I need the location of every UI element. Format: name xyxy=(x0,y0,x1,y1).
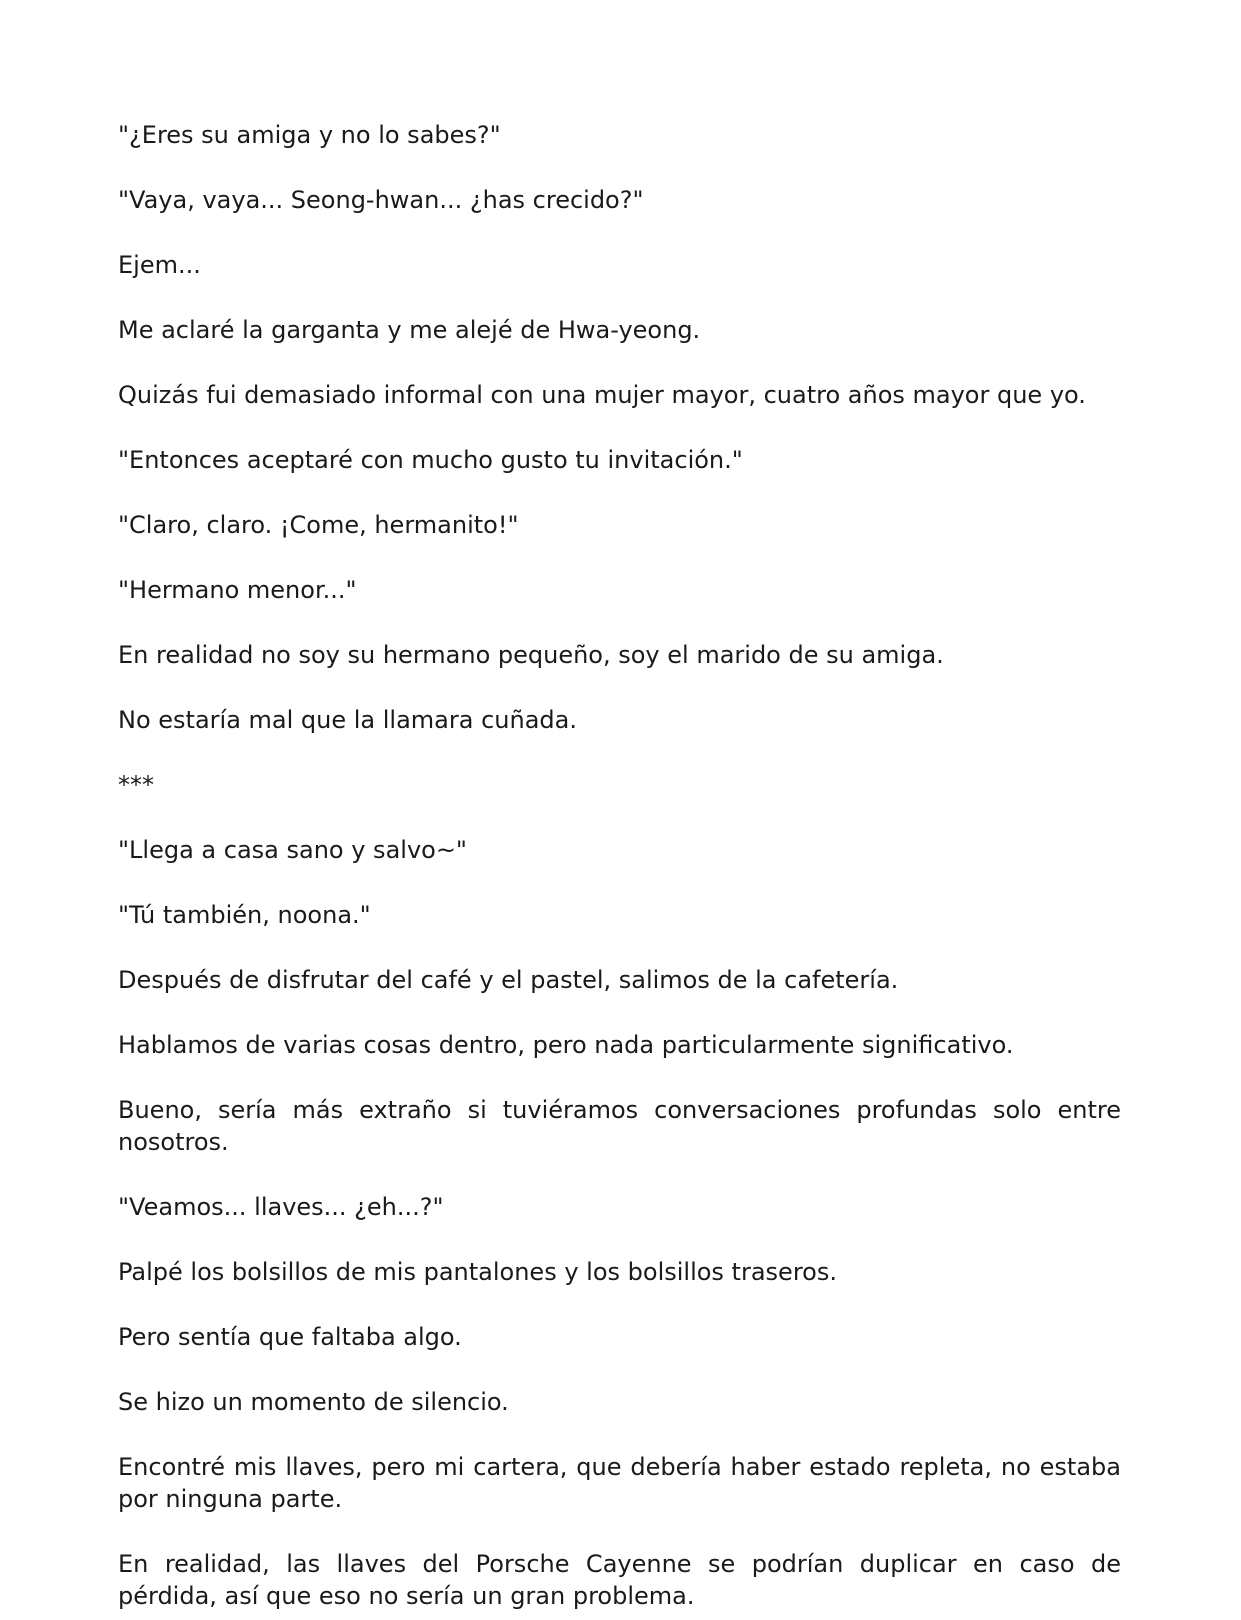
paragraph-13: "Tú también, noona." xyxy=(118,901,371,929)
paragraph-15: Hablamos de varias cosas dentro, pero nada particularmente significativo. xyxy=(118,1031,1014,1059)
paragraph-20: Se hizo un momento de silencio. xyxy=(118,1388,509,1416)
paragraph-6: "Entonces aceptaré con mucho gusto tu invitación." xyxy=(118,446,743,474)
paragraph-19: Pero sentía que faltaba algo. xyxy=(118,1323,462,1351)
paragraph-10: No estaría mal que la llamara cuñada. xyxy=(118,706,577,734)
paragraph-1: "¿Eres su amiga y no lo sabes?" xyxy=(118,121,501,149)
paragraph-9: En realidad no soy su hermano pequeño, soy el marido de su amiga. xyxy=(118,641,944,669)
paragraph-12: "Llega a casa sano y salvo~" xyxy=(118,836,467,864)
paragraph-3: Ejem... xyxy=(118,251,201,279)
scene-break: *** xyxy=(118,771,154,799)
paragraph-22: En realidad, las llaves del Porsche Cayenne se podrían duplicar en caso de pérdida, así que eso no sería un gran problema. xyxy=(118,1550,1121,1610)
document-body xyxy=(118,119,1121,1612)
paragraph-7: "Claro, claro. ¡Come, hermanito!" xyxy=(118,511,519,539)
paragraph-16: Bueno, sería más extraño si tuviéramos conversaciones profundas solo entre nosotros. xyxy=(118,1096,1121,1156)
paragraph-17: "Veamos... llaves... ¿eh...?" xyxy=(118,1193,444,1221)
paragraph-4: Me aclaré la garganta y me alejé de Hwa-yeong. xyxy=(118,316,701,344)
paragraph-14: Después de disfrutar del café y el pastel, salimos de la cafetería. xyxy=(118,966,899,994)
paragraph-5: Quizás fui demasiado informal con una mujer mayor, cuatro años mayor que yo. xyxy=(118,381,1086,409)
paragraph-8: "Hermano menor..." xyxy=(118,576,357,604)
paragraph-21: Encontré mis llaves, pero mi cartera, que debería haber estado repleta, no estaba por ninguna parte. xyxy=(118,1453,1121,1513)
paragraph-18: Palpé los bolsillos de mis pantalones y los bolsillos traseros. xyxy=(118,1258,837,1286)
paragraph-2: "Vaya, vaya... Seong-hwan... ¿has crecido?" xyxy=(118,186,644,214)
